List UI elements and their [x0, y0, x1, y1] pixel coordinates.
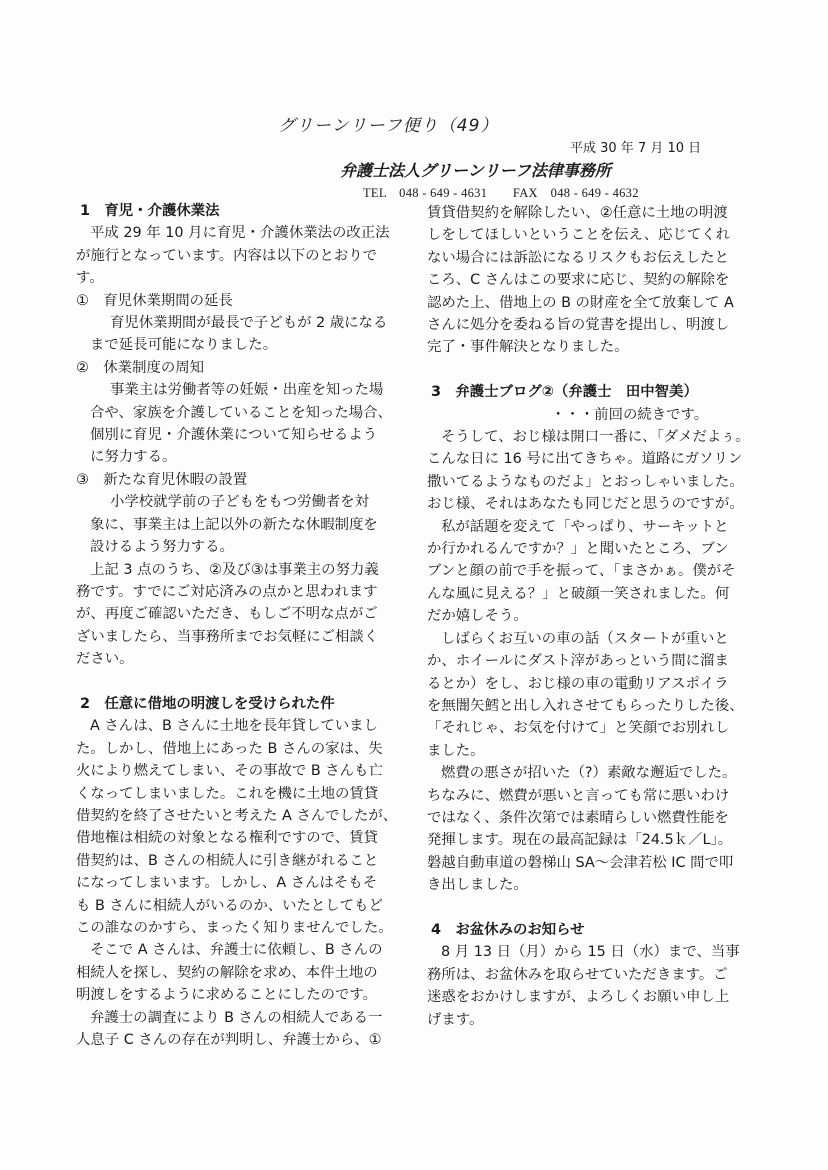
- paragraph-line: す。: [76, 270, 104, 287]
- paragraph-line: を無闇矢鱈と出し入れさせてもらったりした後、: [427, 697, 744, 714]
- paragraph-line: 務です。すでにご対応済みの点かと思われます: [76, 583, 378, 600]
- paragraph-line: も B さんに相続人がいるのか、いたとしてもど: [76, 897, 383, 914]
- issue-date: 平成 30 年 7 月 10 日: [570, 141, 702, 156]
- paragraph-line: くなってしまいました。これを機に土地の賃貸: [76, 785, 379, 802]
- spacer: [76, 671, 416, 693]
- paragraph-line: 明渡しをするように求めることにしたのです。: [76, 987, 378, 1004]
- right-column: [427, 202, 767, 1031]
- paragraph-line: 借契約は、B さんの相続人に引き継がれること: [76, 852, 379, 869]
- paragraph-line: 迷惑をおかけしますが、よろしくお願い申し上: [427, 989, 730, 1006]
- paragraph-line: 賃貸借契約を解除したい、②任意に土地の明渡: [427, 205, 728, 221]
- paragraph-line: るとか）をし、おじ様の車の電動リアスポイラ: [427, 675, 729, 692]
- paragraph-line: しをしてほしいということを伝え、応じてくれ: [427, 227, 731, 244]
- paragraph-line: ではなく、条件次第では素晴らしい燃費性能を: [427, 809, 729, 826]
- paragraph-line: んな風に見える？」と破顔一笑されました。何: [427, 585, 730, 602]
- paragraph-line: ない場合には訴訟になるリスクもお伝えしたと: [427, 249, 729, 266]
- paragraph-line: 小学校就学前の子どもをもつ労働者を対: [110, 494, 370, 511]
- paragraph-line: しばらくお互いの車の話（スタートが重いと: [441, 630, 729, 647]
- paragraph-line: 合や、家族を介護していることを知った場合、: [90, 404, 392, 421]
- paragraph-line: 務所は、お盆休みを取らせていただきます。ご: [427, 966, 728, 983]
- paragraph-line: が施行となっています。内容は以下のとおりで: [76, 247, 378, 264]
- section-3-heading: 3 弁護士ブログ②（弁護士 田中智美）: [431, 384, 698, 401]
- paragraph-line: 発揮します。現在の最高記録は「24.5ｋ／L」。: [427, 832, 733, 849]
- paragraph-line: 弁護士の調査により B さんの相続人である一: [90, 1009, 383, 1026]
- section-4-heading: 4 お盆休みのお知らせ: [431, 921, 585, 938]
- paragraph-line: 象に、事業主は上記以外の新たな休暇制度を: [90, 516, 378, 533]
- paragraph-line: A さんは、B さんに土地を長年貸していまし: [90, 718, 378, 735]
- item-3-heading: ③ 新たな育児休暇の設置: [76, 471, 248, 488]
- paragraph-line: ちなみに、燃費が悪いと言っても常に悪いわけ: [427, 787, 730, 804]
- paragraph-line: か、ホイールにダスト滓があっという間に溜ま: [427, 653, 729, 670]
- paragraph-line: た。しかし、借地上にあった B さんの家は、失: [76, 740, 383, 757]
- spacer: [427, 359, 767, 381]
- paragraph-line: 借契約を終了させたいと考えた A さんでしたが、: [76, 807, 398, 824]
- paragraph-line: 人息子 C さんの存在が判明し、弁護士から、①: [76, 1032, 382, 1049]
- paragraph-line: そこで A さんは、弁護士に依頼し、B さんの: [90, 942, 383, 959]
- paragraph-line: 撒いてるようなものだよ」とおっしゃいました。: [427, 473, 744, 490]
- paragraph-line: 個別に育児・介護休業について知らせるよう: [90, 427, 378, 444]
- paragraph-line: になってしまいます。しかし、A さんはそもそ: [76, 875, 378, 892]
- paragraph-line: そうして、おじ様は開口一番に、「ダメだよぅ。: [441, 429, 750, 446]
- paragraph-line: き出しました。: [427, 877, 528, 894]
- paragraph-line: 火により燃えてしまい、その事故で B さんも亡: [76, 763, 383, 780]
- paragraph-line: ころ、C さんはこの要求に応じ、契約の解除を: [427, 272, 730, 289]
- paragraph-line: おじ様、それはあなたも同じだと思うのですが。: [427, 496, 744, 513]
- paragraph-line: 平成 29 年 10 月に育児・介護休業法の改正法: [90, 225, 390, 242]
- paragraph-line: まで延長可能になりました。: [90, 337, 278, 354]
- paragraph-line: 相続人を探し、契約の解除を求め、本件土地の: [76, 964, 378, 981]
- paragraph-line: に努力する。: [90, 449, 177, 466]
- paragraph-line: 認めた上、借地上の B の財産を全て放棄して A: [427, 294, 734, 311]
- paragraph-line: さんに処分を委ねる旨の覚書を提出し、明渡し: [427, 317, 730, 334]
- paragraph-line: 「それじゃ、お気を付けて」と笑顔でお別れし: [427, 720, 730, 737]
- paragraph-line: が、再度ご確認いただき、もしご不明な点がご: [76, 606, 378, 623]
- paragraph-line: 上記 3 点のうち、②及び③は事業主の努力義: [90, 561, 379, 578]
- paragraph-line: 磐越自動車道の磐梯山 SA～会津若松 IC 間で叩: [427, 854, 734, 871]
- contact-line: TEL 048 - 649 - 4631 FAX 048 - 649 - 4632: [363, 186, 639, 200]
- paragraph-line: だか嬉しそう。: [427, 608, 528, 625]
- paragraph-line: この誰なのかすら、まったく知りませんでした。: [76, 919, 393, 936]
- section-1-heading: 1 育児・介護休業法: [80, 203, 220, 219]
- paragraph-line: ブンと顔の前で手を振って、「まさかぁ。僕がそ: [427, 563, 736, 580]
- paragraph-line: こんな日に 16 号に出てきちゃ。道路にガソリン: [427, 451, 743, 468]
- firm-name: 弁護士法人グリーンリーフ法律事務所: [340, 161, 611, 180]
- spacer: [427, 897, 767, 919]
- paragraph-line: ださい。: [76, 651, 134, 668]
- item-2-heading: ② 休業制度の周知: [76, 359, 205, 376]
- section-2-heading: 2 任意に借地の明渡しを受けられた件: [80, 695, 335, 712]
- paragraph-line: か行かれるんですか？」と聞いたところ、ブン: [427, 541, 729, 558]
- paragraph-line: 設けるよう努力する。: [90, 539, 234, 556]
- item-1-heading: ① 育児休業期間の延長: [76, 292, 233, 309]
- newsletter-title: グリーンリーフ便り（49）: [278, 116, 499, 136]
- paragraph-line: 完了・事件解決となりました。: [427, 339, 629, 356]
- paragraph-line: 私が話題を変えて「やっぱり、サーキットと: [441, 518, 729, 535]
- paragraph-line: げます。: [427, 1011, 484, 1028]
- paragraph-line: ました。: [427, 742, 485, 759]
- paragraph-line: ざいましたら、当事務所までお気軽にご相談く: [76, 628, 379, 645]
- left-column: [76, 200, 416, 1051]
- paragraph-line: 燃費の悪さが招いた（?）素敵な邂逅でした。: [441, 765, 737, 782]
- paragraph-line: 育児休業期間が最長で子どもが 2 歳になる: [110, 315, 388, 332]
- paragraph-line: ・・・前回の続きです。: [551, 406, 709, 423]
- paragraph-line: 借地権は相続の対象となる権利ですので、賃貸: [76, 830, 378, 847]
- paragraph-line: 8 月 13 日（月）から 15 日（水）まで、当事: [441, 944, 740, 961]
- paragraph-line: 事業主は労働者等の妊娠・出産を知った場: [110, 382, 384, 399]
